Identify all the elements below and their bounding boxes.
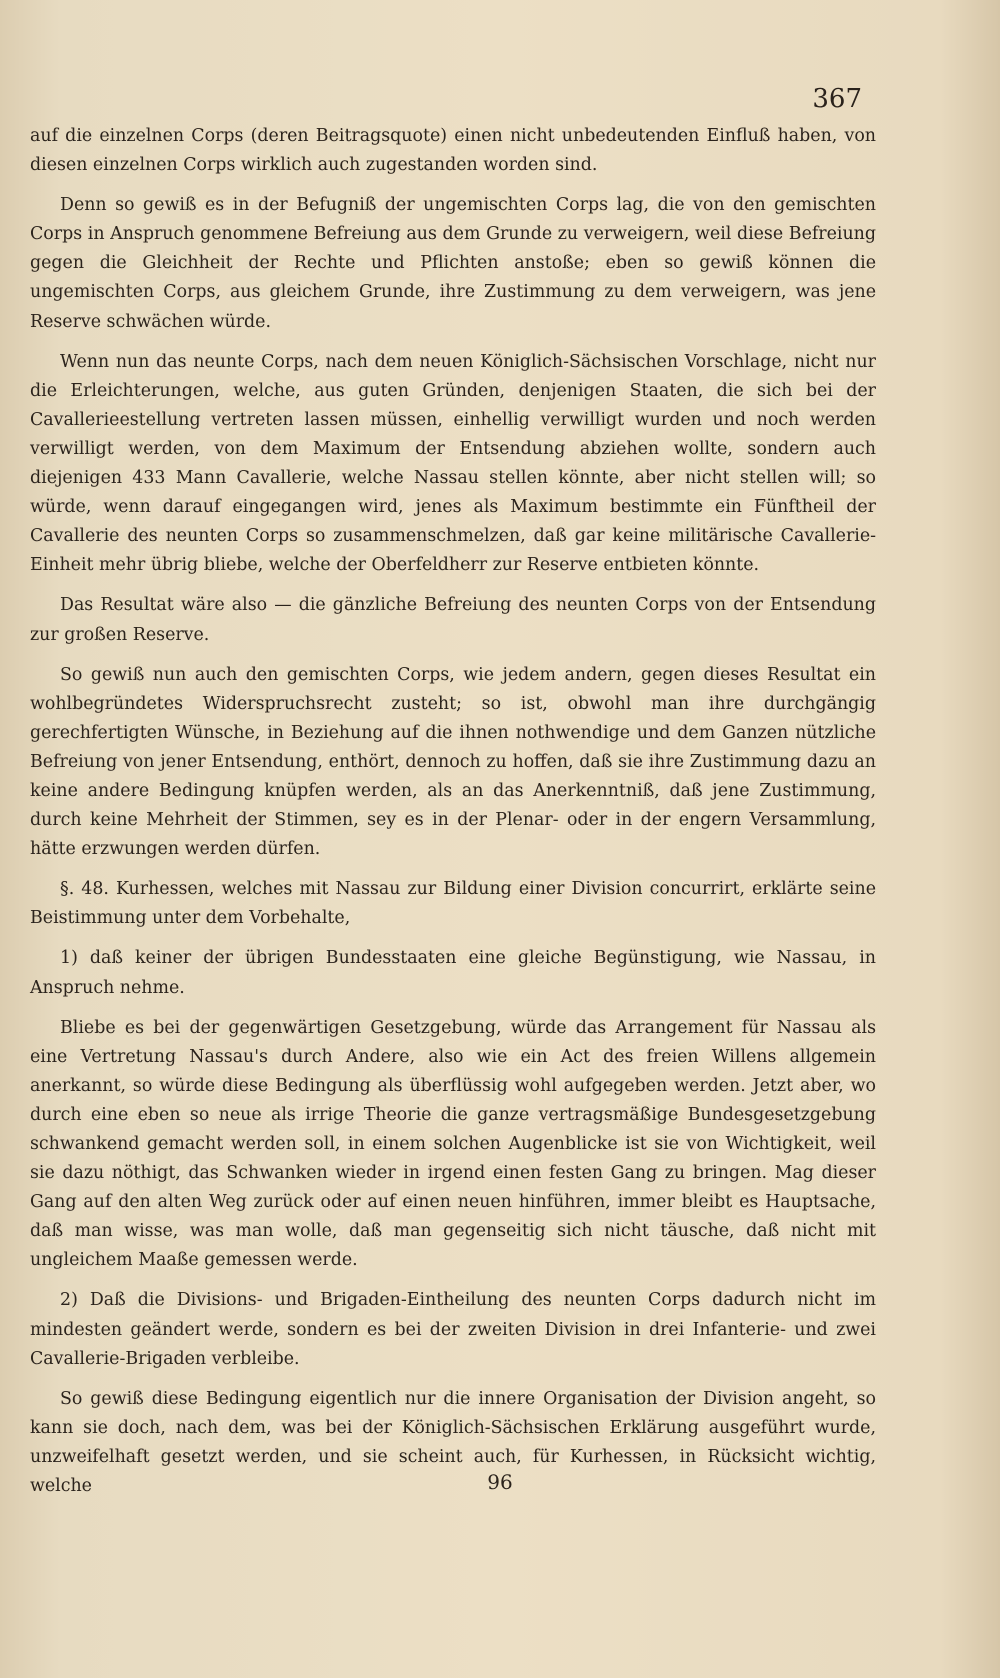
page-number: 367 [812,84,862,114]
paragraph: auf die einzelnen Corps (deren Beitragsquote) einen nicht unbedeutenden Einfluß haben, von diesen einzelnen Corps wirklich auch zugestanden worden sind. [30,126,876,176]
paragraph: So gewiß diese Bedingung eigentlich nur die innere Organisation der Division angeht, so kann sie doch, nach dem, was bei der Königlich-Sächsischen Erklärung ausgeführt wurde, unzweifelhaft gesetzt werden, und sie scheint auch, für Kurhessen, in Rücksicht wichtig, welche [30,1388,876,1497]
paragraph: Wenn nun das neunte Corps, nach dem neuen Königlich-Sächsischen Vorschlage, nicht nur die Erleichterungen, welche, aus guten Gründen, denjenigen Staaten, die sich bei der Cavallerieestellung vertreten lassen müssen, einhellig verwilligt wurden und noch werden verwilligt werden, von dem Maximum der Entsendung abziehen wollte, sondern auch diejenigen 433 Mann Cavallerie, welche Nassau stellen könnte, aber nicht stellen will; so würde, wenn darauf eingegangen wird, jenes als Maximum bestimmte ein Fünftheil der Cavallerie des neunten Corps so zusammenschmelzen, daß gar keine militärische Cavallerie-Einheit mehr übrig bliebe, welche der Oberfeldherr zur Reserve entbieten könnte. [30,351,876,576]
paragraph: Denn so gewiß es in der Befugniß der ungemischten Corps lag, die von den gemischten Corps in Anspruch genommene Befreiung aus dem Grunde zu verweigern, weil diese Befreiung gegen die Gleichheit der Rechte und Pflichten anstoße; eben so gewiß können die ungemischten Corps, aus gleichem Grunde, ihre Zustimmung zu dem verweigern, was jene Reserve schwächen würde. [30,195,876,332]
paragraph: So gewiß nun auch den gemischten Corps, wie jedem andern, gegen dieses Resultat ein wohlbegründetes Widerspruchsrecht zusteht; so ist, obwohl man ihre durchgängig gerechfertigten Wünsche, in Beziehung auf die ihnen nothwendige und dem Ganzen nützliche Befreiung von jener Entsendung, enthört, dennoch zu hoffen, daß sie ihre Zustimmung dazu an keine andere Bedingung knüpfen werden, als an das Anerkenntniß, daß jene Zustimmung, durch keine Mehrheit der Stimmen, sey es in der Plenar- oder in der engern Versammlung, hätte erzwungen werden dürfen. [30,664,876,860]
body-text [30,122,876,1512]
paragraph: 1) daß keiner der übrigen Bundesstaaten eine gleiche Begünstigung, wie Nassau, in Anspruch nehme. [30,948,876,998]
signature-mark: 96 [487,1470,513,1494]
paragraph: Das Resultat wäre also — die gänzliche Befreiung des neunten Corps von der Entsendung zur großen Reserve. [30,595,876,645]
section-paragraph: §. 48. Kurhessen, welches mit Nassau zur Bildung einer Division concurrirt, erklärte seine Beistimmung unter dem Vorbehalte, [30,879,876,929]
paragraph: 2) Daß die Divisions- und Brigaden-Eintheilung des neunten Corps dadurch nicht im mindesten geändert werde, sondern es bei der zweiten Division in drei Infanterie- und zwei Cavallerie-Brigaden verbleibe. [30,1290,876,1369]
paragraph: Bliebe es bei der gegenwärtigen Gesetzgebung, würde das Arrangement für Nassau als eine Vertretung Nassau's durch Andere, also wie ein Act des freien Willens allgemein anerkannt, so würde diese Bedingung als überflüssig wohl aufgegeben werden. Jetzt aber, wo durch eine eben so neue als irrige Theorie die ganze vertragsmäßige Bundesgesetzgebung schwankend gemacht werden soll, in einem solchen Augenblicke ist sie von Wichtigkeit, weil sie dazu nöthigt, das Schwanken wieder in irgend einen festen Gang zu bringen. Mag dieser Gang auf den alten Weg zurück oder auf einen neuen hinführen, immer bleibt es Hauptsache, daß man wisse, was man wolle, daß man gegenseitig sich nicht täusche, daß nicht mit ungleichem Maaße gemessen werde. [30,1017,876,1271]
